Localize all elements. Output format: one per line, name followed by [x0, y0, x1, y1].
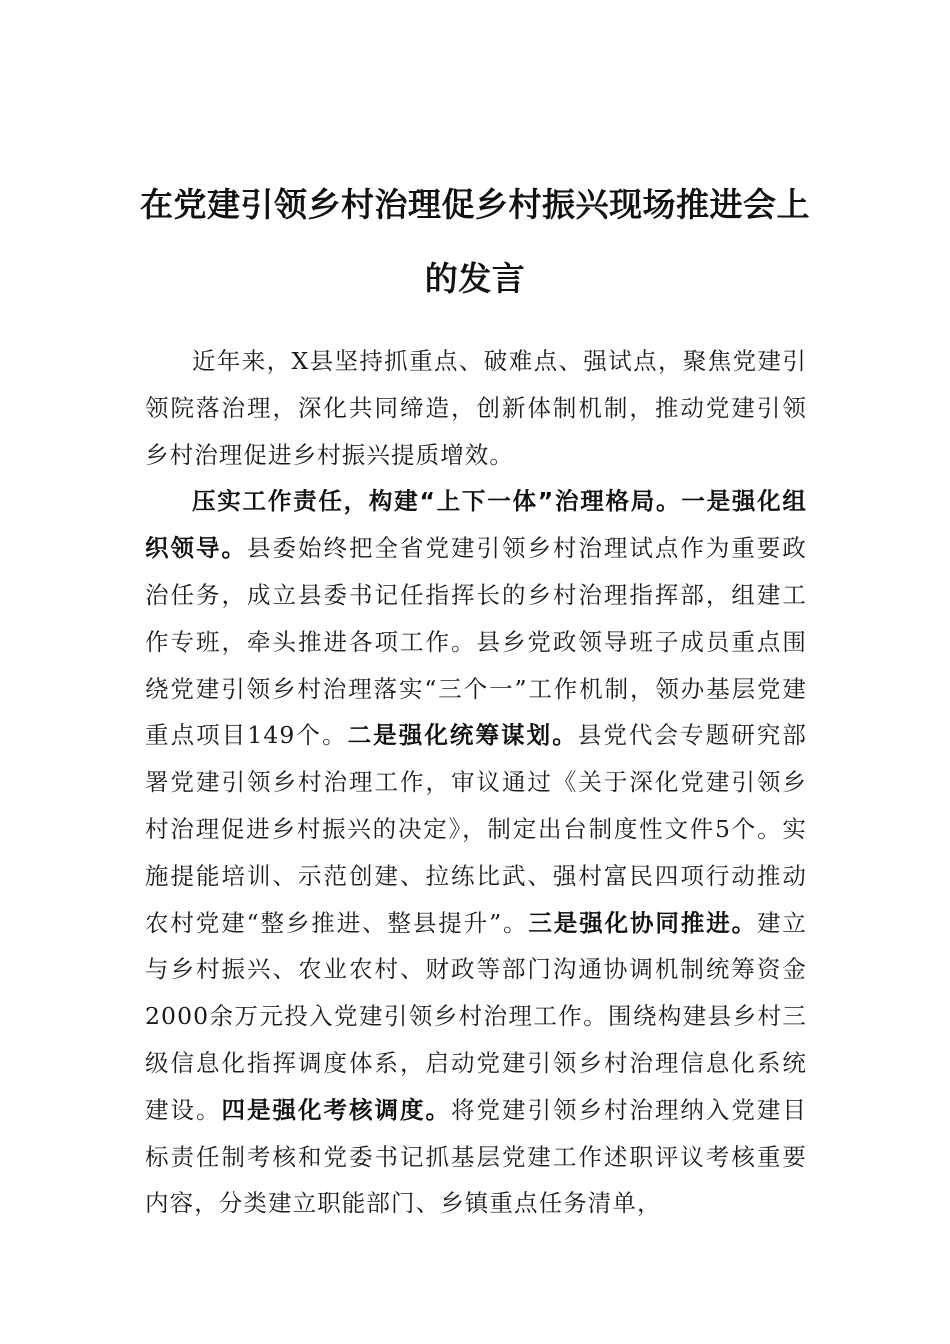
responsibility-paragraph — [145, 478, 807, 1227]
document-title: 在党建引领乡村治理促乡村振兴现场推进会上的发言 — [140, 185, 810, 298]
item-title-coordination: 三是强化协同推进。 — [528, 908, 757, 937]
item-text-organization: 县委始终把全省党建引领乡村治理试点作为重要政治任务，成立县委书记任指挥长的乡村治理指挥部，组建工作专班，牵头推进各项工作。县乡党政领导班子成员重点围绕党建引领乡村治理落实“三个一”工作机制，领办基层党建重点项目149个。 — [145, 534, 807, 750]
item-text-planning: 县党代会专题研究部署党建引领乡村治理工作，审议通过《关于深化党建引领乡村治理促进乡村振兴的决定》，制定出台制度性文件5个。实施提能培训、示范创建、拉练比武、强村富民四项行动推动农村党建“整乡推进、整县提升”。 — [145, 721, 807, 937]
item-title-organization: 一是强化组织领导。 — [145, 487, 808, 563]
item-title-planning: 二是强化统筹谋划。 — [347, 721, 578, 750]
section-heading: 压实工作责任，构建“上下一体”治理格局。 — [192, 487, 682, 516]
item-title-assessment: 四是强化考核调度。 — [221, 1095, 451, 1124]
document-body — [145, 338, 807, 1227]
intro-paragraph: 近年来，X县坚持抓重点、破难点、强试点，聚焦党建引领院落治理，深化共同缔造，创新体制机制，推动党建引领乡村治理促进乡村振兴提质增效。 — [145, 347, 807, 469]
item-text-coordination: 建立与乡村振兴、农业农村、财政等部门沟通协调机制统筹资金2000余万元投入党建引领乡村治理工作。围绕构建县乡村三级信息化指挥调度体系，启动党建引领乡村治理信息化系统建设。 — [145, 908, 807, 1124]
item-text-assessment: 将党建引领乡村治理纳入党建目标责任制考核和党委书记抓基层党建工作述职评议考核重要内容，分类建立职能部门、乡镇重点任务清单， — [145, 1095, 808, 1218]
